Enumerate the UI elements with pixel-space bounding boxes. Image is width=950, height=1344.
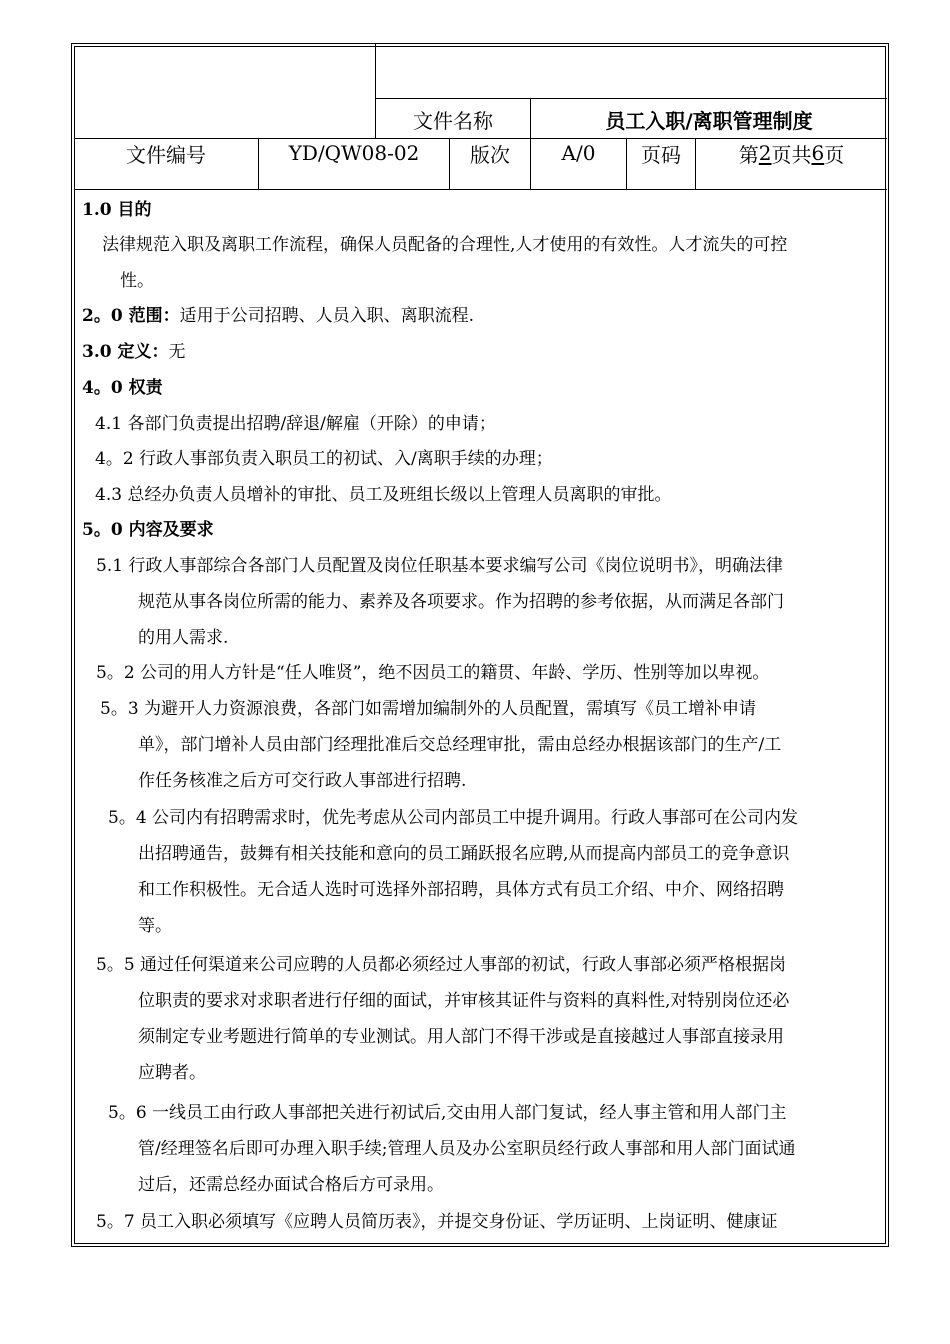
item-5-5-cont: 须制定专业考题进行简单的专业测试。用人部门不得干涉或是直接越过人事部直接录用 [138, 1027, 784, 1047]
page-label: 页码 [641, 142, 681, 167]
item-4-3: 4.3 总经办负责人员增补的审批、员工及班组长级以上管理人员离职的审批。 [95, 485, 672, 505]
item-5-6-cont: 管/经理签名后即可办理入职手续;管理人员及办公室职员经行政人事部和用人部门面试通 [138, 1139, 796, 1159]
page-middle: 页共 [771, 142, 812, 167]
section-2 [82, 301, 474, 326]
page-suffix: 页 [824, 142, 845, 167]
section-2-text: 适用于公司招聘、人员入职、离职流程. [179, 306, 474, 326]
section-1-text: 法律规范入职及离职工作流程，确保人员配备的合理性,人才使用的有效性。人才流失的可控 [102, 235, 788, 255]
item-5-1-cont: 规范从事各岗位所需的能力、素养及各项要求。作为招聘的参考依据，从而满足各部门 [138, 592, 784, 612]
item-5-5-cont: 位职责的要求对求职者进行仔细的面试，并审核其证件与资料的真料性,对特别岗位还必 [138, 991, 790, 1011]
item-5-3: 5。3 为避开人力资源浪费，各部门如需增加编制外的人员配置，需填写《员工增补申请 [100, 699, 757, 719]
section-3-title: 3.0 定义： [82, 342, 169, 362]
section-1-text-cont: 性。 [120, 271, 154, 291]
version-label: 版次 [470, 142, 510, 167]
item-5-2: 5。2 公司的用人方针是“任人唯贤”，绝不因员工的籍贯、年龄、学历、性别等加以卑视。 [96, 663, 770, 683]
section-1-title: 1.0 目的 [82, 200, 152, 220]
item-5-5-cont: 应聘者。 [138, 1063, 206, 1083]
item-5-6-cont: 过后，还需总经办面试合格后方可录用。 [138, 1175, 444, 1195]
item-5-3-cont: 作任务核准之后方可交行政人事部进行招聘. [138, 771, 467, 791]
item-5-4-cont: 等。 [138, 916, 172, 936]
item-5-3-cont: 单》，部门增补人员由部门经理批准后交总经理审批，需由总经办根据该部门的生产/工 [138, 735, 782, 755]
item-5-1-cont: 的用人需求. [138, 628, 229, 648]
section-4-title: 4。0 权责 [82, 378, 163, 398]
item-5-4-cont: 出招聘通告，鼓舞有相关技能和意向的员工踊跃报名应聘,从而提高内部员工的竞争意识 [138, 844, 790, 864]
item-5-1: 5.1 行政人事部综合各部门人员配置及岗位任职基本要求编写公司《岗位说明书》，明确法律 [96, 556, 783, 576]
item-5-5: 5。5 通过任何渠道来公司应聘的人员都必须经过人事部的初试，行政人事部必须严格根据岗 [96, 955, 787, 975]
file-no-value: YD/QW08-02 [288, 141, 420, 165]
page-prefix: 第 [738, 142, 759, 167]
item-5-4-cont: 和工作积极性。无合适人选时可选择外部招聘，具体方式有员工介绍、中介、网络招聘 [138, 880, 784, 900]
page-total: 6 [811, 141, 825, 165]
file-no-label: 文件编号 [126, 142, 206, 167]
version-value: A/0 [561, 141, 596, 165]
section-2-title: 2。0 范围： [82, 306, 180, 326]
section-5-title: 5。0 内容及要求 [82, 520, 214, 540]
header-rule-3 [74, 189, 887, 190]
item-5-7: 5。7 员工入职必须填写《应聘人员简历表》，并提交身份证、学历证明、上岗证明、健康证 [96, 1212, 778, 1232]
section-3-text: 无 [168, 342, 186, 362]
section-3 [82, 337, 186, 362]
item-5-6: 5。6 一线员工由行政人事部把关进行初试后,交由用人部门复试，经人事主管和用人部门主 [108, 1103, 787, 1123]
file-name-value: 员工入职/离职管理制度 [605, 108, 813, 133]
file-name-label: 文件名称 [413, 108, 493, 133]
item-4-1: 4.1 各部门负责提出招聘/辞退/解雇（开除）的申请； [95, 414, 496, 434]
item-5-4: 5。4 公司内有招聘需求时，优先考虑从公司内部员工中提升调用。行政人事部可在公司内发 [108, 808, 799, 828]
page-number [696, 133, 887, 173]
page-current: 2 [758, 141, 772, 165]
item-4-2: 4。2 行政人事部负责入职员工的初试、入/离职手续的办理； [95, 449, 553, 469]
